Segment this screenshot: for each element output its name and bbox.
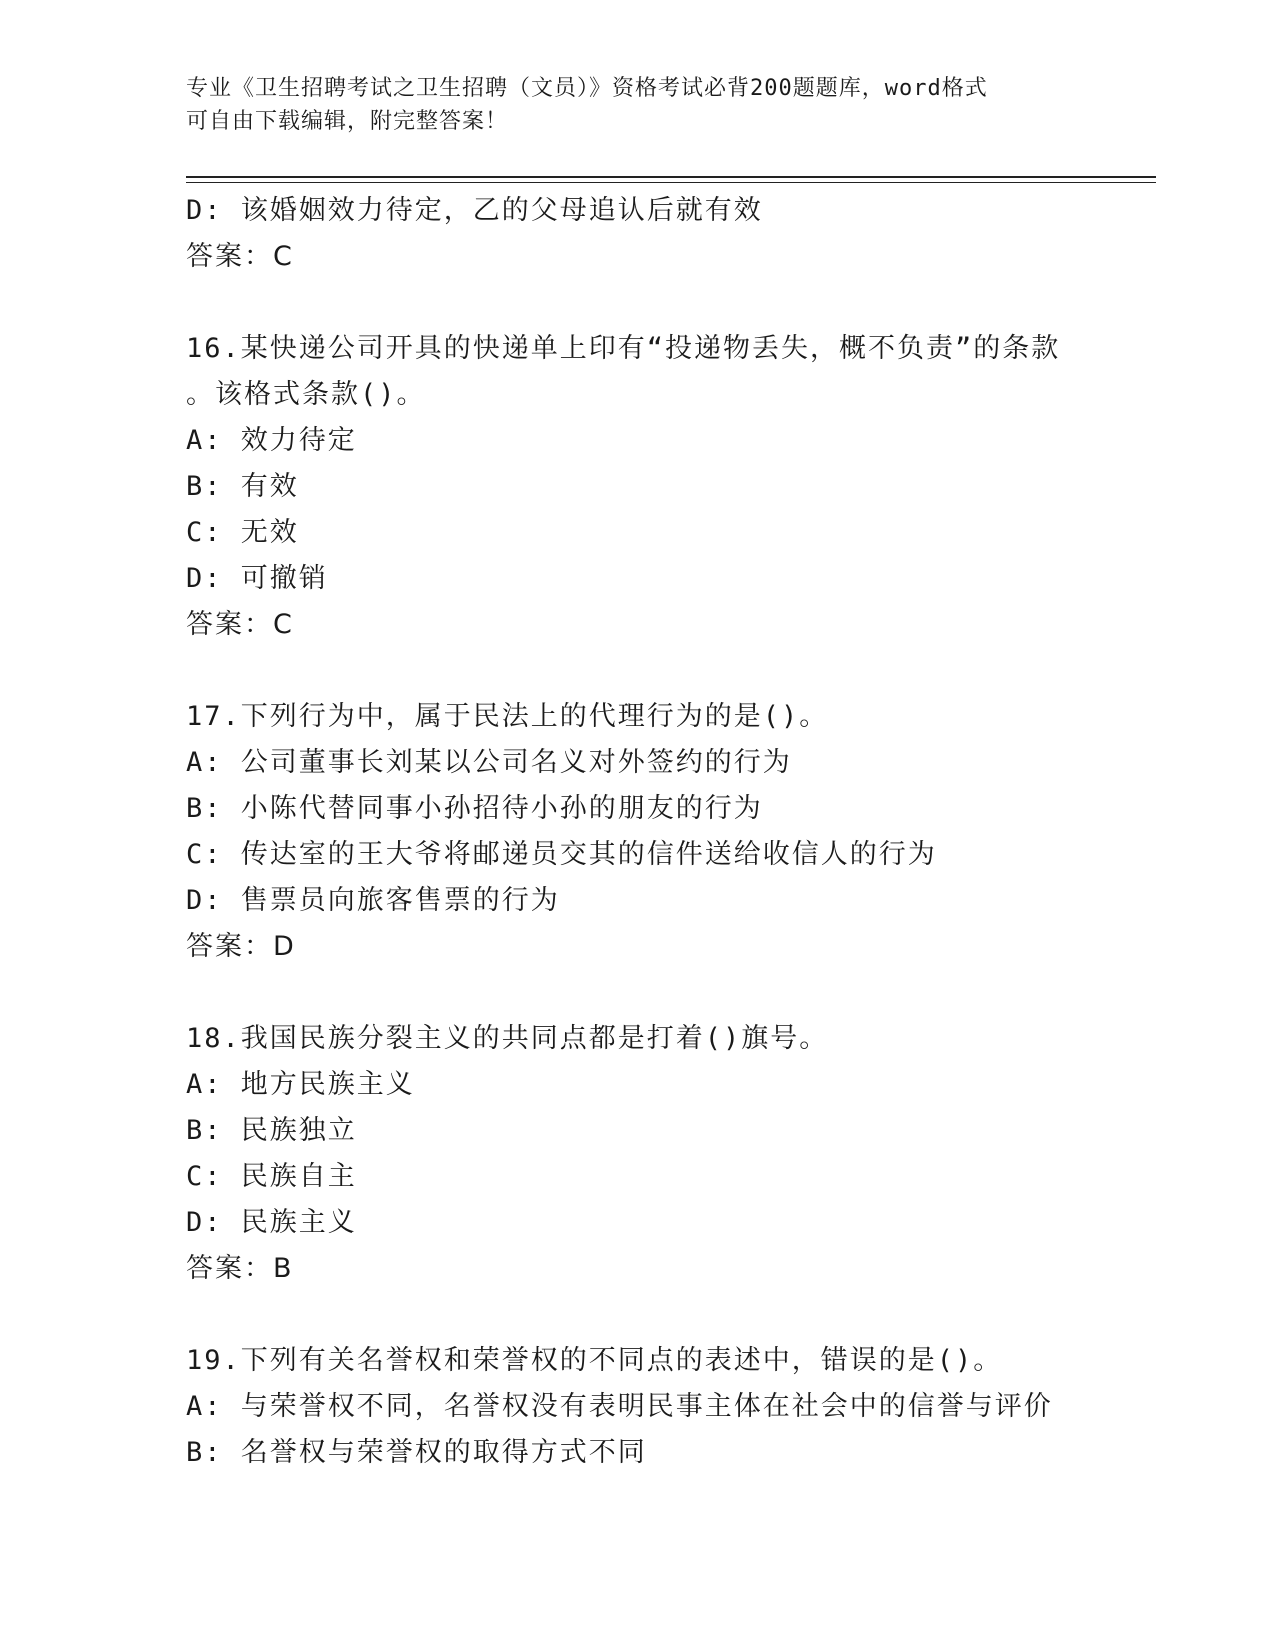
option-a: A: 效力待定 — [186, 425, 357, 456]
option-a: A: 地方民族主义 — [186, 1069, 415, 1100]
spacer — [186, 648, 1146, 694]
question-stem: 19.下列有关名誉权和荣誉权的不同点的表述中，错误的是()。 — [186, 1345, 1003, 1376]
option-b: B: 名誉权与荣誉权的取得方式不同 — [186, 1437, 647, 1468]
answer: 答案：C — [186, 609, 294, 640]
option-b: B: 小陈代替同事小孙招待小孙的朋友的行为 — [186, 793, 763, 824]
spacer — [186, 1292, 1146, 1338]
answer: 答案：D — [186, 931, 296, 962]
question-17 — [186, 694, 1146, 970]
header-title-line-2: 可自由下载编辑，附完整答案！ — [186, 109, 509, 134]
option-a: A: 公司董事长刘某以公司名义对外签约的行为 — [186, 747, 792, 778]
question-18 — [186, 1016, 1146, 1292]
header-title-line-1: 专业《卫生招聘考试之卫生招聘（文员）》资格考试必背200题题库，word格式 — [186, 76, 988, 101]
question-stem: 17.下列行为中，属于民法上的代理行为的是()。 — [186, 701, 829, 732]
option-c: C: 传达室的王大爷将邮递员交其的信件送给收信人的行为 — [186, 839, 937, 870]
option-c: C: 民族自主 — [186, 1161, 357, 1192]
question-16 — [186, 326, 1146, 648]
option-b: B: 有效 — [186, 471, 299, 502]
question-15 — [186, 188, 1146, 280]
option-d: D: 该婚姻效力待定，乙的父母追认后就有效 — [186, 195, 763, 226]
answer: 答案：C — [186, 241, 294, 272]
spacer — [186, 280, 1146, 326]
question-19 — [186, 1338, 1146, 1476]
question-stem: 16.某快递公司开具的快递单上印有“投递物丢失，概不负责”的条款 — [186, 333, 1061, 364]
question-stem-continued: 。该格式条款()。 — [186, 379, 426, 410]
question-list — [186, 188, 1146, 1476]
option-c: C: 无效 — [186, 517, 299, 548]
page-header — [186, 72, 1086, 138]
answer: 答案：B — [186, 1253, 294, 1284]
header-divider-thick — [186, 176, 1156, 178]
option-a: A: 与荣誉权不同，名誉权没有表明民事主体在社会中的信誉与评价 — [186, 1391, 1053, 1422]
option-d: D: 可撤销 — [186, 563, 328, 594]
spacer — [186, 970, 1146, 1016]
header-divider-thin — [186, 182, 1156, 183]
question-stem: 18.我国民族分裂主义的共同点都是打着()旗号。 — [186, 1023, 829, 1054]
option-d: D: 售票员向旅客售票的行为 — [186, 885, 560, 916]
option-b: B: 民族独立 — [186, 1115, 357, 1146]
option-d: D: 民族主义 — [186, 1207, 357, 1238]
